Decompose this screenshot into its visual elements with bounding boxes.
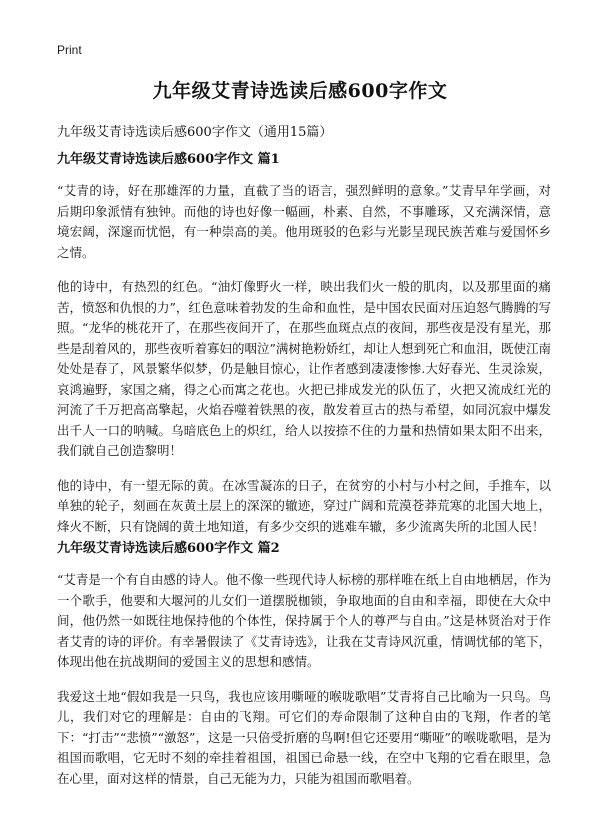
paragraph: “艾青是一个有自由感的诗人。他不像一些现代诗人标榜的那样唯在纸上自由地栖居，作为一个歌手，他要和大堰河的儿女们一道摆脱枷锁，争取地面的自由和幸福，即使在大众中间，他仍然一如既往地保持他的个体性，保持属于个人的尊严与自由。”这是林贤治对于作者艾青的诗的评价。有幸暑假读了《艾青诗选》，让我在艾青诗风沉重，情调忧郁的笔下，体现出他在抗战期间的爱国主义的思想和感情。 [57, 572, 551, 669]
page-title: 九年级艾青诗选读后感600字作文 [152, 80, 448, 102]
section-heading: 九年级艾青诗选读后感600字作文 篇1 [57, 152, 280, 167]
page-subtitle: 九年级艾青诗选读后感600字作文（通用15篇） [57, 125, 333, 140]
section-heading: 九年级艾青诗选读后感600字作文 篇2 [57, 541, 280, 556]
print-link[interactable]: Print [57, 43, 82, 57]
essay-section-1 [57, 151, 551, 551]
paragraph: 我爱这土地“假如我是一只鸟，我也应该用嘶哑的喉咙歌唱”艾青将自己比喻为一只鸟。鸟儿，我们对它的理解是：自由的飞翔。可它们的寿命限制了这种自由的飞翔，作者的笔下：“打击”“悲愤”“激怒”，这是一只倍受折磨的鸟啊!但它还要用“嘶哑”的喉咙歌唱，是为祖国而歌唱，它无时不刻的牵挂着祖国，祖国已命悬一线，在空中飞翔的它看在眼里，急在心里，面对这样的情景，自己无能为力，只能为祖国而歌唱着。 [57, 688, 551, 786]
paragraph: “艾青的诗，好在那雄浑的力量，直截了当的语言，强烈鲜明的意象。”艾青早年学画，对后期印象派情有独钟。而他的诗也好像一幅画，朴素、自然，不事雕琢，又充满深情，意境宏阔，深邃而忧悒，有一种崇高的美。他用斑驳的色彩与光影呈现民族苦难与爱国怀乡之情。 [57, 183, 551, 260]
paragraph: 他的诗中，有热烈的红色。“油灯像野火一样，映出我们火一般的肌肉，以及那里面的痛苦，愤怒和仇恨的力”，红色意味着勃发的生命和血性，是中国农民面对压迫怒气腾腾的写照。“龙华的桃花开了，在那些夜间开了，在那些血斑点点的夜间，那些夜是没有星光，那些是刮着风的，那些夜听着寡妇的咽泣”满树艳粉娇红，却让人想到死亡和血泪，既使江南处处是春了，风景繁华似梦，仍是触目惊心，让作者感到凄凄惨惨.大好春光、生灵涂炭，哀鸿遍野，家国之痛，得之心而寓之花也。火把已排成发光的队伍了，火把又流成红光的河流了千万把高高擎起，火焰吞噬着铁黑的夜，散发着亘古的热与希望，如同沉寂中爆发出千人一口的呐喊。乌暗底色上的炽红，给人以按捺不住的力量和热情如果太阳不出来，我们就自己创造黎明！ [57, 279, 551, 458]
essay-section-2 [57, 540, 551, 803]
paragraph: 他的诗中，有一望无际的黄。在冰雪凝冻的日子，在贫穷的小村与小村之间，手推车，以单独的轮子，刻画在灰黄土层上的深深的辙迹，穿过广阔和荒漠苍莽荒寒的北国大地上，烽火不断，只有饶阔的黄土地知道，有多少交织的逃难车辙，多少流离失所的北国人民！ [57, 477, 551, 534]
